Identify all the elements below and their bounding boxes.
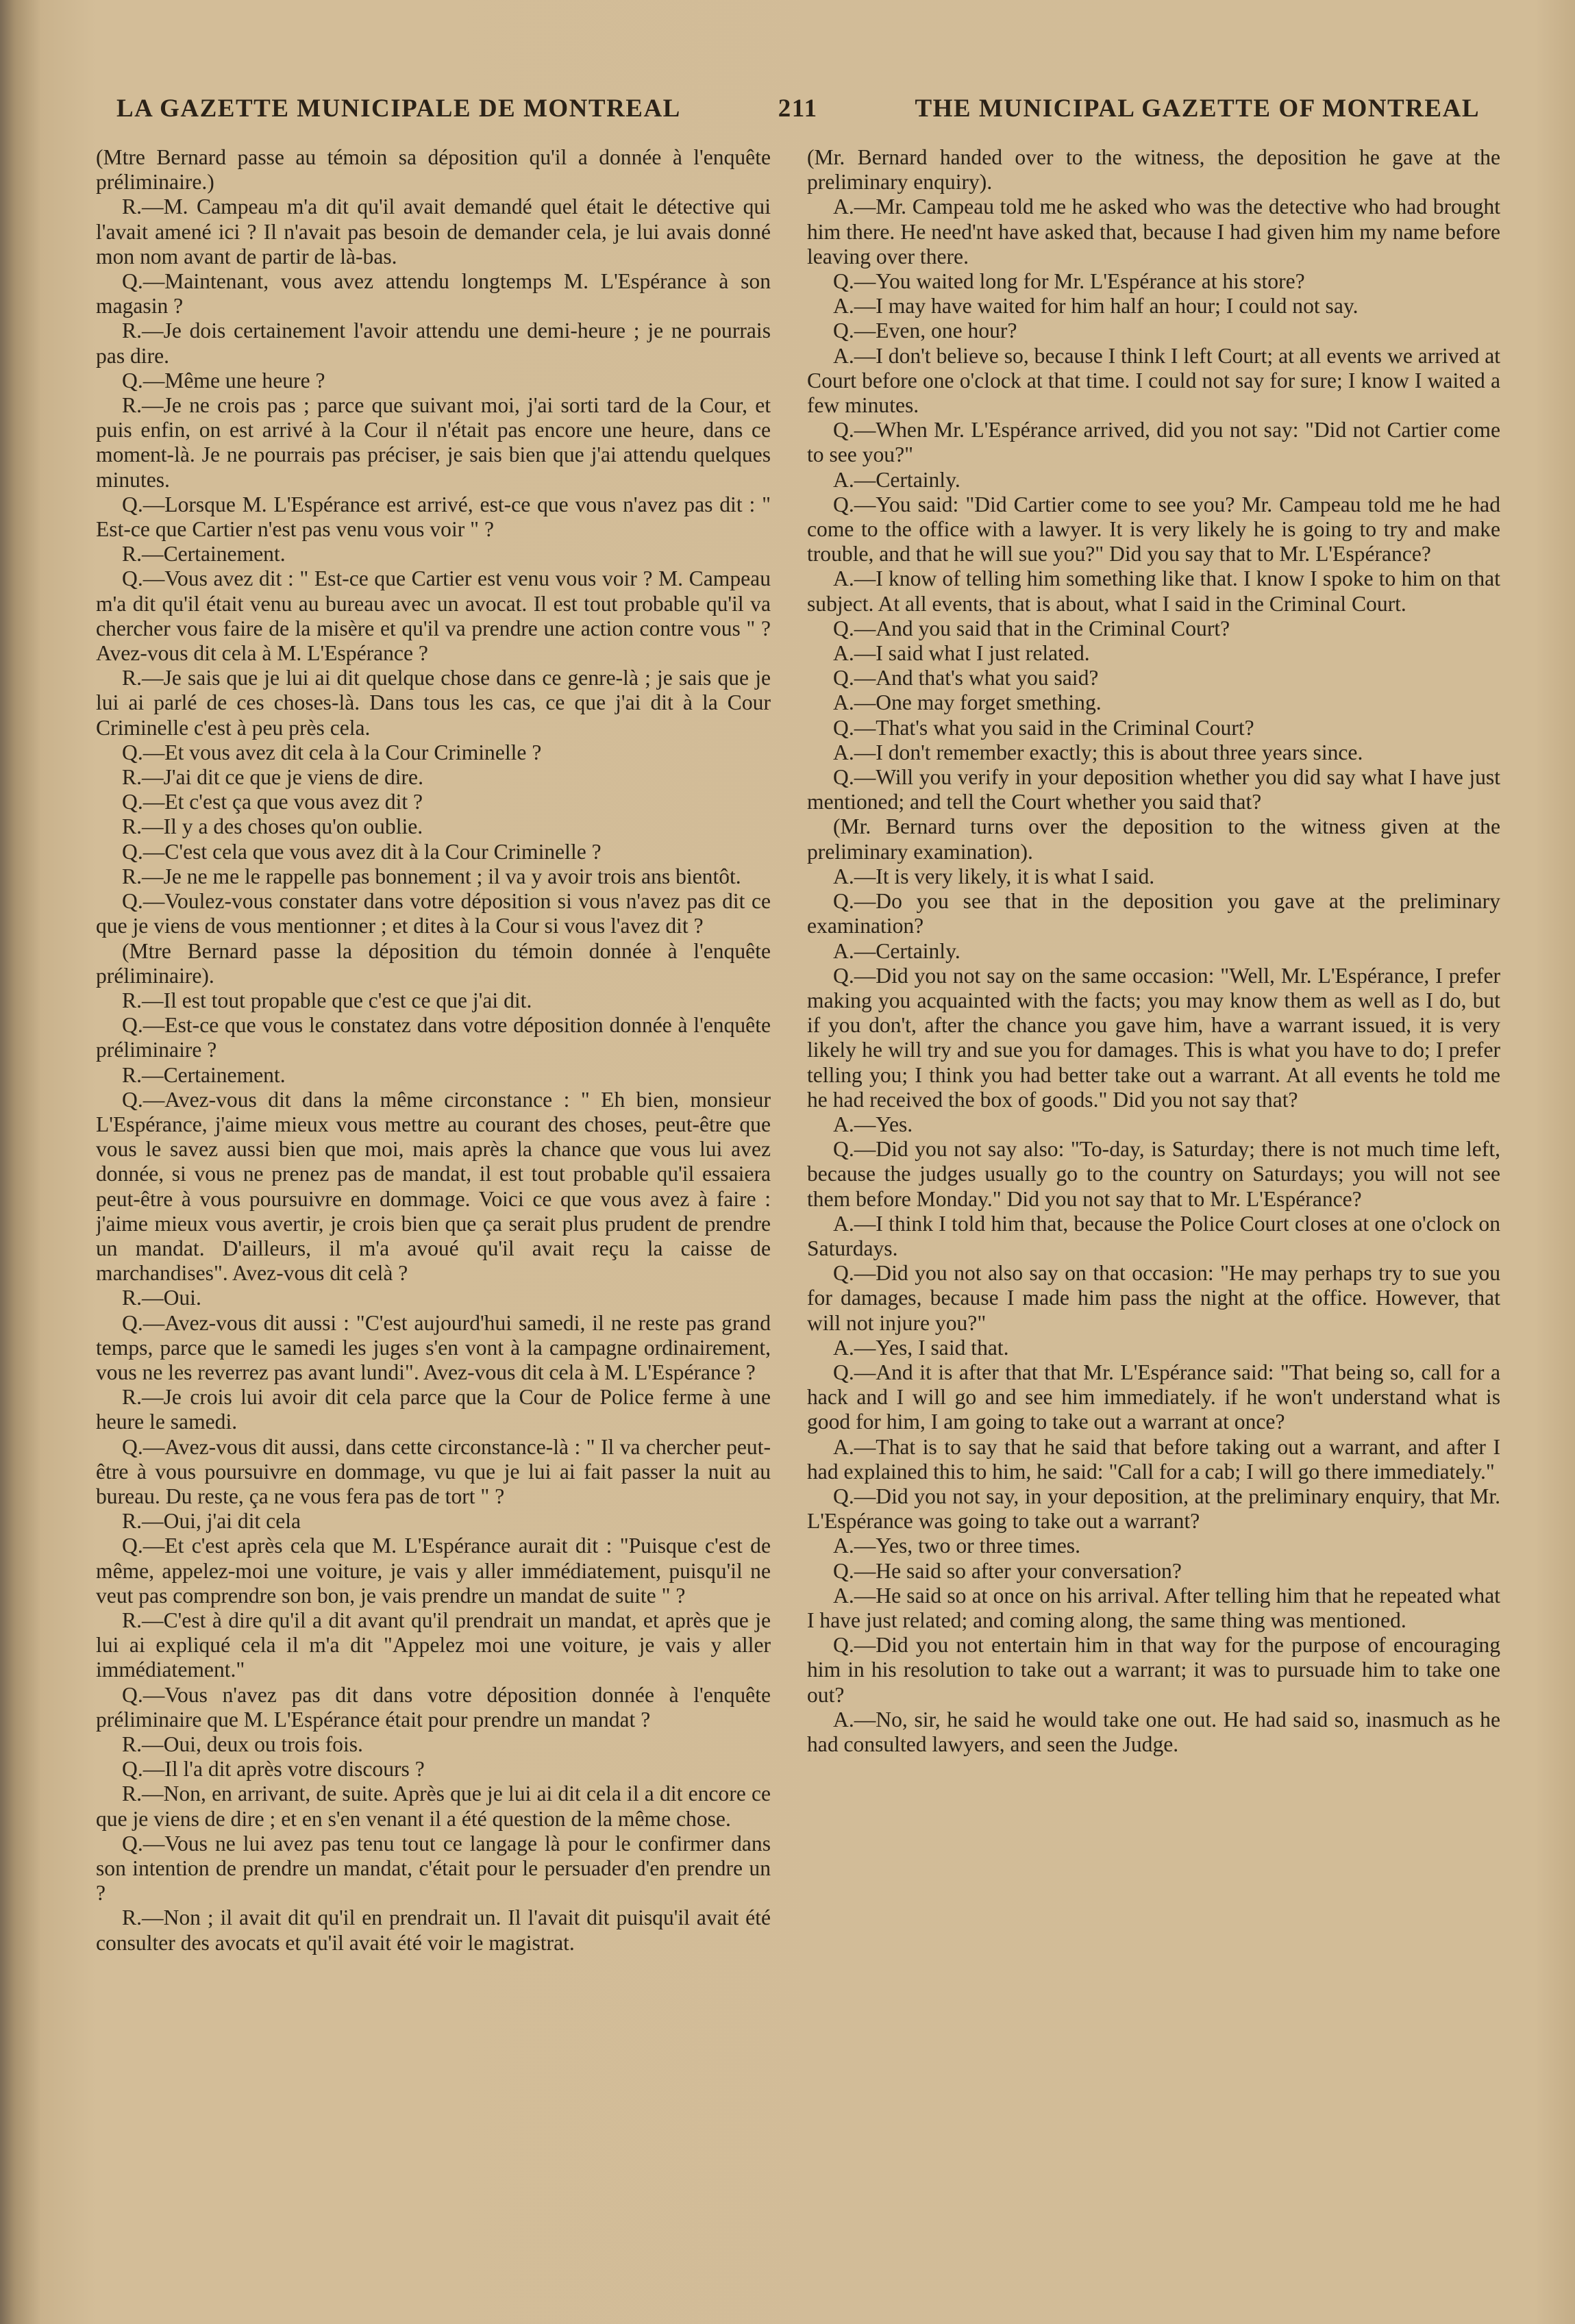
english-paragraph: (Mr. Bernard turns over the deposition to the witness given at the preliminary examination). <box>807 814 1500 864</box>
french-paragraph: R.—J'ai dit ce que je viens de dire. <box>122 765 423 790</box>
french-paragraph: Q.—Et c'est après cela que M. L'Espérance aurait dit : "Puisque c'est de même, appelez-moi une voiture, je vais y aller immédiatement, puisqu'il ne veut pas comprendre son bon, je vais prendre un mandat de suite " ? <box>96 1534 771 1608</box>
french-running-title: LA GAZETTE MUNICIPALE DE MONTREAL <box>116 94 681 123</box>
french-paragraph: Q.—Vous avez dit : " Est-ce que Cartier est venu vous voir ? M. Campeau m'a dit qu'il était venu au bureau avec un avocat. Il est tout probable qu'il va chercher vous faire de la misère et qu'il va prendre une action contre vous " ? Avez-vous dit cela à M. L'Espérance ? <box>96 566 771 666</box>
english-paragraph: A.—One may forget smething. <box>833 690 1102 715</box>
french-paragraph: Q.—Avez-vous dit dans la même circonstance : " Eh bien, monsieur L'Espérance, j'aime mieux vous mettre au courant des choses, peut-être que vous le savez aussi bien que moi, mais après la chance que vous lui avez donnée, si vous ne prenez pas de mandat, il est tout probable qu'il essaiera peut-être à vous poursuivre en dommage. Voici ce que vous avez à faire : j'aime mieux vous avertir, je crois bien que ça serait plus prudent de prendre un mandat. D'ailleurs, il m'a avoué qu'il avait reçu la caisse de marchandises". Avez-vous dit celà ? <box>96 1087 771 1286</box>
french-paragraph: Q.—C'est cela que vous avez dit à la Cour Criminelle ? <box>122 839 602 864</box>
french-paragraph: R.—Certainement. <box>122 542 286 566</box>
english-paragraph: A.—Yes. <box>833 1112 913 1136</box>
english-paragraph: Q.—Did you not also say on that occasion: "He may perhaps try to sue you for damages, because I made him pass the night at the office. However, that will not injure you?" <box>807 1261 1500 1335</box>
english-paragraph: Q.—Will you verify in your deposition whether you did say what I have just mentioned; and tell the Court whether you said that? <box>807 765 1500 814</box>
french-paragraph: R.—Je dois certainement l'avoir attendu une demi-heure ; je ne pourrais pas dire. <box>96 318 771 368</box>
french-paragraph: Q.—Il l'a dit après votre discours ? <box>122 1757 425 1782</box>
french-paragraph: Q.—Et vous avez dit cela à la Cour Criminelle ? <box>122 740 542 764</box>
english-paragraph: A.—It is very likely, it is what I said. <box>833 864 1155 888</box>
french-paragraph: R.—Non ; il avait dit qu'il en prendrait un. Il l'avait dit puisqu'il avait été consulter des avocats et qu'il avait été voir le magistrat. <box>96 1906 771 1955</box>
english-column <box>807 145 1500 2227</box>
english-paragraph: (Mr. Bernard handed over to the witness, the deposition he gave at the preliminary enquiry). <box>807 145 1500 195</box>
french-paragraph: Q.—Maintenant, vous avez attendu longtemps M. L'Espérance à son magasin ? <box>96 269 771 318</box>
english-paragraph: Q.—You said: "Did Cartier come to see you? Mr. Campeau told me he had come to the office with a lawyer. It is very likely he is going to try and make trouble, and that he will sue you?" Did you say that to Mr. L'Espérance? <box>807 492 1500 566</box>
english-paragraph: A.—I don't remember exactly; this is about three years since. <box>833 740 1363 764</box>
english-paragraph: Q.—Did you not say on the same occasion: "Well, Mr. L'Espérance, I prefer making you acquainted with the facts; you may know them as well as I do, but if you don't, after the chance you gave him, have a warrant issued, it is very likely he will try and sue you for damages. This is what you have to do; I prefer telling you; I think you had better take out a warrant. At all events he told me he had received the box of goods." Did you not say that? <box>807 963 1500 1112</box>
french-paragraph: R.—Je ne me le rappelle pas bonnement ; il va y avoir trois ans bientôt. <box>122 864 741 888</box>
english-paragraph: A.—I may have waited for him half an hour; I could not say. <box>833 294 1359 318</box>
french-paragraph: R.—Je sais que je lui ai dit quelque chose dans ce genre-là ; je sais que je lui ai parlé de ces choses-là. Dans tous les cas, ce que j'ai dit à la Cour Criminelle c'est à peu près cela. <box>96 666 771 740</box>
french-paragraph: R.—C'est à dire qu'il a dit avant qu'il prendrait un mandat, et après que je lui ai expliqué cela il m'a dit "Appelez moi une voiture, je vais y aller immédiatement." <box>96 1608 771 1682</box>
french-paragraph: R.—Je crois lui avoir dit cela parce que la Cour de Police ferme à une heure le samedi. <box>96 1385 771 1434</box>
english-paragraph: Q.—And you said that in the Criminal Court? <box>833 616 1230 640</box>
english-paragraph: Q.—Do you see that in the deposition you gave at the preliminary examination? <box>807 889 1500 938</box>
english-running-title: THE MUNICIPAL GAZETTE OF MONTREAL <box>915 94 1480 123</box>
french-paragraph: Q.—Voulez-vous constater dans votre déposition si vous n'avez pas dit ce que je viens de vous mentionner ; et dites à la Cour si vous l'avez dit ? <box>96 889 771 938</box>
english-paragraph: A.—I think I told him that, because the Police Court closes at one o'clock on Saturdays. <box>807 1211 1500 1260</box>
french-paragraph: R.—Il est tout propable que c'est ce que j'ai dit. <box>122 988 532 1012</box>
english-paragraph: Q.—He said so after your conversation? <box>833 1558 1182 1583</box>
page-number: 211 <box>778 94 818 123</box>
french-paragraph: R.—Certainement. <box>122 1062 286 1087</box>
page-header <box>116 88 1480 129</box>
french-paragraph: R.—Il y a des choses qu'on oublie. <box>122 814 423 839</box>
english-paragraph: A.—I said what I just related. <box>833 641 1090 666</box>
english-paragraph: A.—No, sir, he said he would take one out. He had said so, inasmuch as he had consulted lawyers, and seen the Judge. <box>807 1707 1500 1756</box>
french-paragraph: Q.—Et c'est ça que vous avez dit ? <box>122 790 423 814</box>
french-paragraph: (Mtre Bernard passe la déposition du témoin donnée à l'enquête préliminaire). <box>96 938 771 988</box>
french-paragraph: Q.—Lorsque M. L'Espérance est arrivé, est-ce que vous n'avez pas dit : " Est-ce que Cartier n'est pas venu vous voir " ? <box>96 492 771 542</box>
english-paragraph: A.—Yes, I said that. <box>833 1335 1009 1360</box>
english-paragraph: Q.—Did you not say, in your deposition, at the preliminary enquiry, that Mr. L'Espérance was going to take out a warrant? <box>807 1484 1500 1534</box>
french-column <box>96 145 771 2227</box>
french-paragraph: Q.—Même une heure ? <box>122 368 325 392</box>
french-paragraph: R.—Oui, deux ou trois fois. <box>122 1732 363 1756</box>
english-paragraph: A.—I don't believe so, because I think I left Court; at all events we arrived at Court before one o'clock at that time. I could not say for sure; I know I waited a few minutes. <box>807 343 1500 418</box>
english-paragraph: Q.—And it is after that that Mr. L'Espérance said: "That being so, call for a hack and I will go and see him immediately. if he won't understand what is good for him, I am going to take out a warrant at once? <box>807 1360 1500 1434</box>
english-paragraph: A.—Mr. Campeau told me he asked who was the detective who had brought him there. He need'nt have asked that, because I had given him my name before leaving over there. <box>807 195 1500 268</box>
french-paragraph: Q.—Vous n'avez pas dit dans votre déposition donnée à l'enquête préliminaire que M. L'Espérance était pour prendre un mandat ? <box>96 1682 771 1732</box>
french-paragraph: R.—M. Campeau m'a dit qu'il avait demandé quel était le détective qui l'avait amené ici ? Il n'avait pas besoin de demander cela, je lui avais donné mon nom avant de partir de là-bas. <box>96 195 771 268</box>
english-paragraph: A.—That is to say that he said that before taking out a warrant, and after I had explained this to him, he said: "Call for a cab; I will go there immediately." <box>807 1434 1500 1484</box>
french-paragraph: Q.—Avez-vous dit aussi : "C'est aujourd'hui samedi, il ne reste pas grand temps, parce que le samedi les juges s'en vont à la campagne ordinairement, vous ne les reverrez pas avant lundi". Avez-vous dit cela à M. L'Espérance ? <box>96 1310 771 1384</box>
english-paragraph: Q.—That's what you said in the Criminal Court? <box>833 715 1254 740</box>
french-paragraph: (Mtre Bernard passe au témoin sa déposition qu'il a donnée à l'enquête préliminaire.) <box>96 145 771 195</box>
english-paragraph: A.—Certainly. <box>833 938 960 963</box>
english-paragraph: Q.—Did you not say also: "To-day, is Saturday; there is not much time left, because the judges usually go to the country on Saturdays; you will not see them before Monday." Did you not say that to Mr. L'Espérance? <box>807 1137 1500 1211</box>
english-paragraph: A.—He said so at once on his arrival. After telling him that he repeated what I have just related; and coming along, the same thing was mentioned. <box>807 1583 1500 1632</box>
english-paragraph: A.—I know of telling him something like that. I know I spoke to him on that subject. At all events, that is about, what I said in the Criminal Court. <box>807 566 1500 616</box>
english-paragraph: A.—Certainly. <box>833 467 960 492</box>
french-paragraph: Q.—Vous ne lui avez pas tenu tout ce langage là pour le confirmer dans son intention de prendre un mandat, c'était pour le persuader d'en prendre un ? <box>96 1831 771 1906</box>
french-paragraph: R.—Je ne crois pas ; parce que suivant moi, j'ai sorti tard de la Cour, et puis enfin, on est arrivé à la Cour il n'était pas encore une heure, dans ce moment-là. Je ne pourrais pas préciser, je sais bien que j'ai attendu quelques minutes. <box>96 393 771 492</box>
english-paragraph: A.—Yes, two or three times. <box>833 1534 1080 1558</box>
french-paragraph: R.—Oui. <box>122 1286 201 1310</box>
english-paragraph: Q.—You waited long for Mr. L'Espérance at his store? <box>833 269 1305 294</box>
french-paragraph: Q.—Est-ce que vous le constatez dans votre déposition donnée à l'enquête préliminaire ? <box>96 1013 771 1062</box>
french-paragraph: R.—Non, en arrivant, de suite. Après que je lui ai dit cela il a dit encore ce que je viens de dire ; et en s'en venant il a été question de la même chose. <box>96 1782 771 1831</box>
french-paragraph: R.—Oui, j'ai dit cela <box>122 1509 301 1534</box>
english-paragraph: Q.—And that's what you said? <box>833 666 1099 690</box>
english-paragraph: Q.—Did you not entertain him in that way for the purpose of encouraging him in his resolution to take out a warrant; it was to pursuade him to take one out? <box>807 1633 1500 1707</box>
french-paragraph: Q.—Avez-vous dit aussi, dans cette circonstance-là : " Il va chercher peut-être à vous poursuivre en dommage, vu que je lui ai fait passer la nuit au bureau. Du reste, ça ne vous fera pas de tort " ? <box>96 1434 771 1508</box>
english-paragraph: Q.—When Mr. L'Espérance arrived, did you not say: "Did not Cartier come to see you?" <box>807 418 1500 467</box>
english-paragraph: Q.—Even, one hour? <box>833 318 1017 343</box>
